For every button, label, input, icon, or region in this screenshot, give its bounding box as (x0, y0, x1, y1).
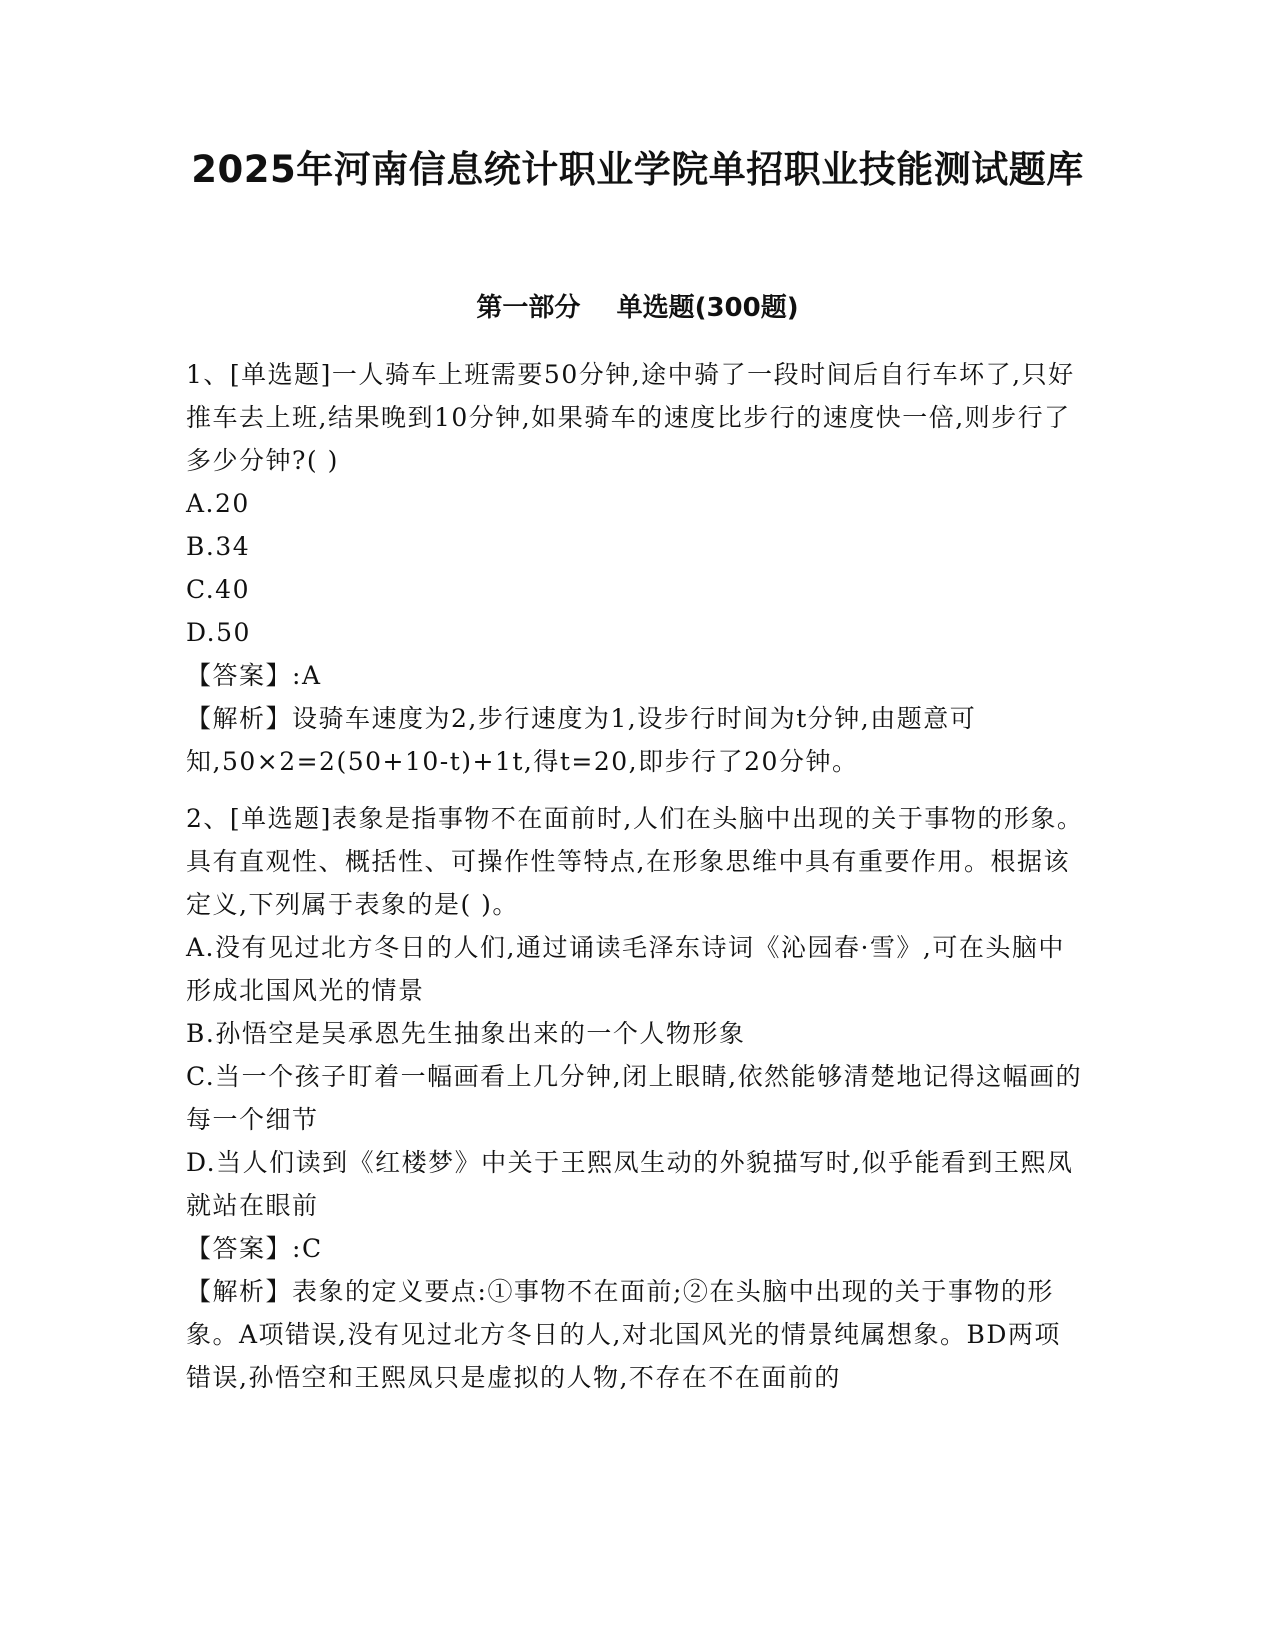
answer-label: 【答案】 (186, 1234, 293, 1263)
question-stem: 2、[单选题]表象是指事物不在面前时,人们在头脑中出现的关于事物的形象。具有直观性、概括性、可操作性等特点,在形象思维中具有重要作用。根据该定义,下列属于表象的是( )。 (186, 804, 1084, 919)
option-b: B.孙悟空是吴承恩先生抽象出来的一个人物形象 (186, 1019, 746, 1048)
section-heading: 第一部分 单选题(300题) (476, 293, 799, 323)
analysis-label: 【解析】 (186, 704, 293, 733)
analysis-line (186, 697, 1086, 783)
document-title: 2025年河南信息统计职业学院单招职业技能测试题库 (191, 148, 1084, 191)
question-list (186, 353, 1086, 1399)
analysis-label: 【解析】 (186, 1277, 293, 1306)
option-b: B.34 (186, 532, 251, 561)
answer-label: 【答案】 (186, 661, 293, 690)
option-a: A.20 (186, 489, 250, 518)
analysis-text: 表象的定义要点:①事物不在面前;②在头脑中出现的关于事物的形象。A项错误,没有见过北方冬日的人,对北国风光的情景纯属想象。BD两项错误,孙悟空和王熙凤只是虚拟的人物,不存在不在面前的 (186, 1277, 1061, 1392)
answer-value: :A (292, 661, 322, 690)
analysis-line (186, 1270, 1086, 1399)
question-1 (186, 353, 1086, 783)
option-d: D.50 (186, 618, 251, 647)
option-c: C.40 (186, 575, 250, 604)
option-a: A.没有见过北方冬日的人们,通过诵读毛泽东诗词《沁园春·雪》,可在头脑中形成北国风光的情景 (186, 933, 1065, 1005)
option-c: C.当一个孩子盯着一幅画看上几分钟,闭上眼睛,依然能够清楚地记得这幅画的每一个细节 (186, 1062, 1083, 1134)
answer-line (186, 654, 1086, 697)
answer-value: :C (292, 1234, 323, 1263)
question-stem: 1、[单选题]一人骑车上班需要50分钟,途中骑了一段时间后自行车坏了,只好推车去上班,结果晚到10分钟,如果骑车的速度比步行的速度快一倍,则步行了多少分钟?( ) (186, 360, 1075, 475)
answer-line (186, 1227, 1086, 1270)
option-d: D.当人们读到《红楼梦》中关于王熙凤生动的外貌描写时,似乎能看到王熙凤就站在眼前 (186, 1148, 1074, 1220)
analysis-text: 设骑车速度为2,步行速度为1,设步行时间为t分钟,由题意可知,50×2=2(50+10-t)+1t,得t=20,即步行了20分钟。 (186, 704, 977, 776)
question-2 (186, 797, 1086, 1399)
